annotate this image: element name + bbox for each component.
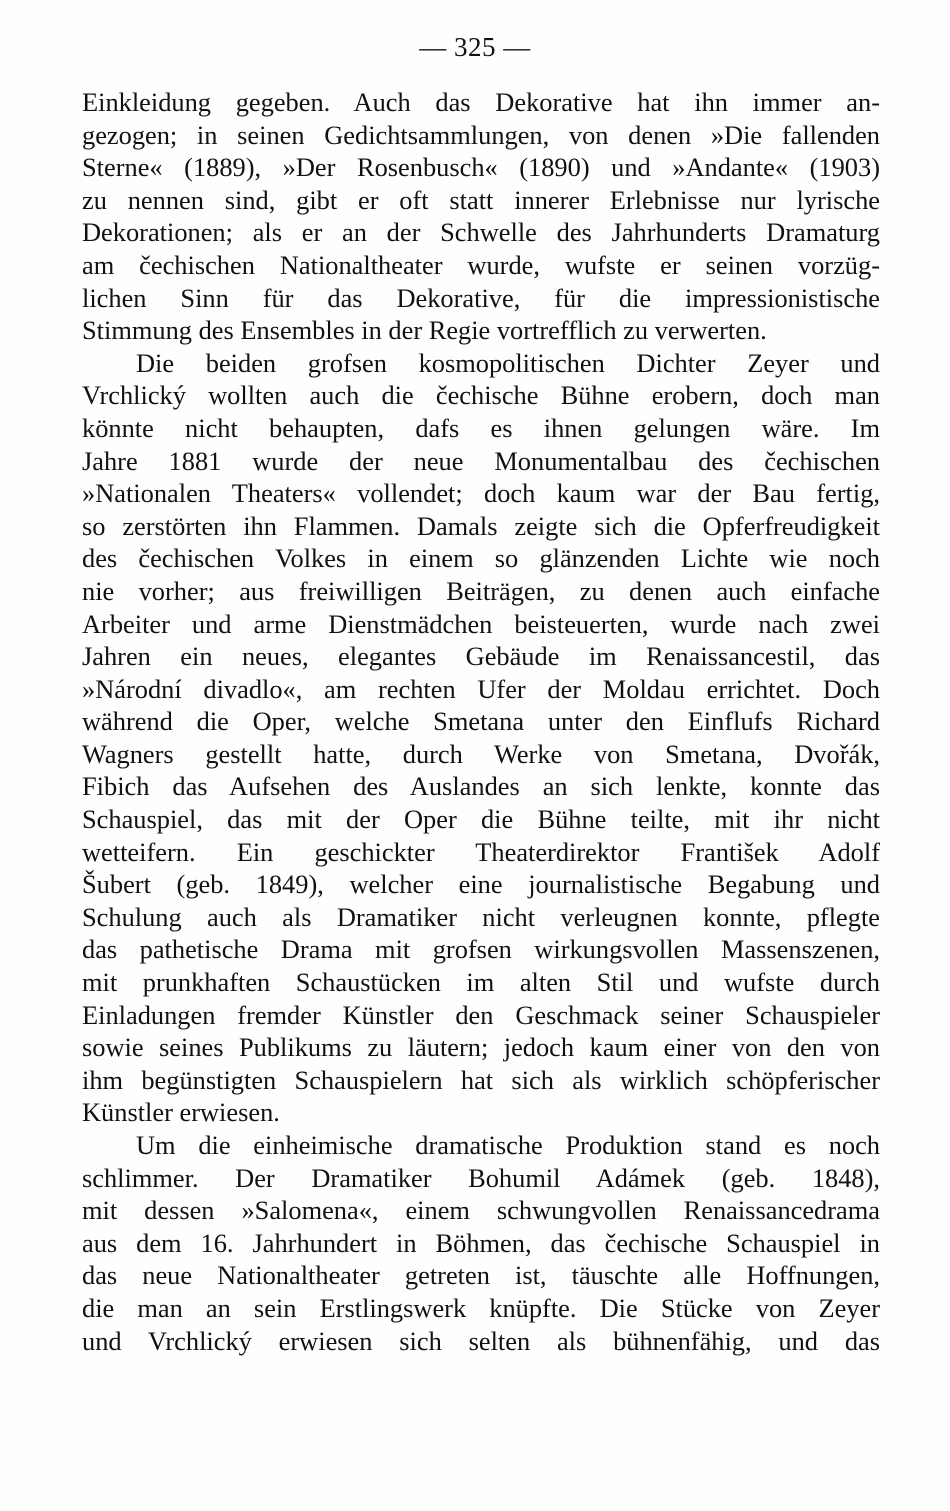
text-line: »Národní divadlo«, am rechten Ufer der Moldau errichtet. Doch [82, 673, 880, 704]
body-text [82, 86, 880, 1357]
text-line: wetteifern. Ein geschickter Theaterdirektor František Adolf [82, 836, 880, 867]
text-line: gezogen; in seinen Gedichtsammlungen, von denen »Die fallenden [82, 119, 880, 150]
text-line: Dekorationen; als er an der Schwelle des Jahrhunderts Dramaturg [82, 217, 880, 248]
text-line: schlimmer. Der Dramatiker Bohumil Adámek (geb. 1848), [82, 1162, 880, 1193]
text-line: könnte nicht behaupten, dafs es ihnen gelungen wäre. Im [82, 412, 880, 443]
text-line: aus dem 16. Jahrhundert in Böhmen, das čechische Schauspiel in [82, 1227, 880, 1258]
text-line: Um die einheimische dramatische Produktion stand es noch [136, 1130, 880, 1160]
text-line: Jahre 1881 wurde der neue Monumentalbau des čechischen [82, 445, 880, 476]
text-line: Einladungen fremder Künstler den Geschmack seiner Schauspieler [82, 999, 880, 1030]
text-line: so zerstörten ihn Flammen. Damals zeigte sich die Opferfreudigkeit [82, 510, 880, 541]
text-line: Schauspiel, das mit der Oper die Bühne teilte, mit ihr nicht [82, 804, 880, 835]
paragraph-1 [82, 86, 880, 347]
text-line: Künstler erwiesen. [82, 1097, 280, 1128]
text-line: während die Oper, welche Smetana unter den Einflufs Richard [82, 706, 880, 737]
text-line: Einkleidung gegeben. Auch das Dekorative hat ihn immer an- [82, 87, 880, 117]
text-line: Šubert (geb. 1849), welcher eine journalistische Begabung und [82, 869, 880, 900]
paragraph-3 [82, 1129, 880, 1357]
text-line: ihm begünstigten Schauspielern hat sich als wirklich schöpferischer [82, 1064, 880, 1095]
text-line: nie vorher; aus freiwilligen Beiträgen, zu denen auch einfache [82, 575, 880, 606]
text-line: des čechischen Volkes in einem so glänzenden Lichte wie noch [82, 543, 880, 574]
text-line: Wagners gestellt hatte, durch Werke von Smetana, Dvořák, [82, 738, 880, 769]
text-line: das neue Nationaltheater getreten ist, täuschte alle Hoffnungen, [82, 1260, 880, 1291]
text-line: die man an sein Erstlingswerk knüpfte. Die Stücke von Zeyer [82, 1292, 880, 1323]
text-line: Arbeiter und arme Dienstmädchen beisteuerten, wurde nach zwei [82, 608, 880, 639]
text-line: mit dessen »Salomena«, einem schwungvollen Renaissancedrama [82, 1195, 880, 1226]
text-line: das pathetische Drama mit grofsen wirkungsvollen Massenszenen, [82, 934, 880, 965]
text-line: lichen Sinn für das Dekorative, für die impressionistische [82, 282, 880, 313]
text-line: und Vrchlický erwiesen sich selten als bühnenfähig, und das [82, 1325, 880, 1356]
text-line: zu nennen sind, gibt er oft statt innerer Erlebnisse nur lyrische [82, 184, 880, 215]
text-line: Vrchlický wollten auch die čechische Bühne erobern, doch man [82, 380, 880, 411]
text-line: sowie seines Publikums zu läutern; jedoch kaum einer von den von [82, 1032, 880, 1063]
text-line: Stimmung des Ensembles in der Regie vortrefflich zu verwerten. [82, 315, 767, 346]
paragraph-2 [82, 347, 880, 1129]
text-line: »Nationalen Theaters« vollendet; doch kaum war der Bau fertig, [82, 478, 880, 509]
text-line: am čechischen Nationaltheater wurde, wufste er seinen vorzüg- [82, 249, 880, 280]
text-line: Die beiden grofsen kosmopolitischen Dichter Zeyer und [136, 347, 880, 378]
text-line: mit prunkhaften Schaustücken im alten Stil und wufste durch [82, 967, 880, 998]
text-line: Fibich das Aufsehen des Auslandes an sich lenkte, konnte das [82, 771, 880, 802]
page-number: — 325 — [419, 32, 531, 62]
text-line: Jahren ein neues, elegantes Gebäude im Renaissancestil, das [82, 641, 880, 672]
text-line: Sterne« (1889), »Der Rosenbusch« (1890) und »Andante« (1903) [82, 152, 880, 183]
text-line: Schulung auch als Dramatiker nicht verleugnen konnte, pflegte [82, 901, 880, 932]
